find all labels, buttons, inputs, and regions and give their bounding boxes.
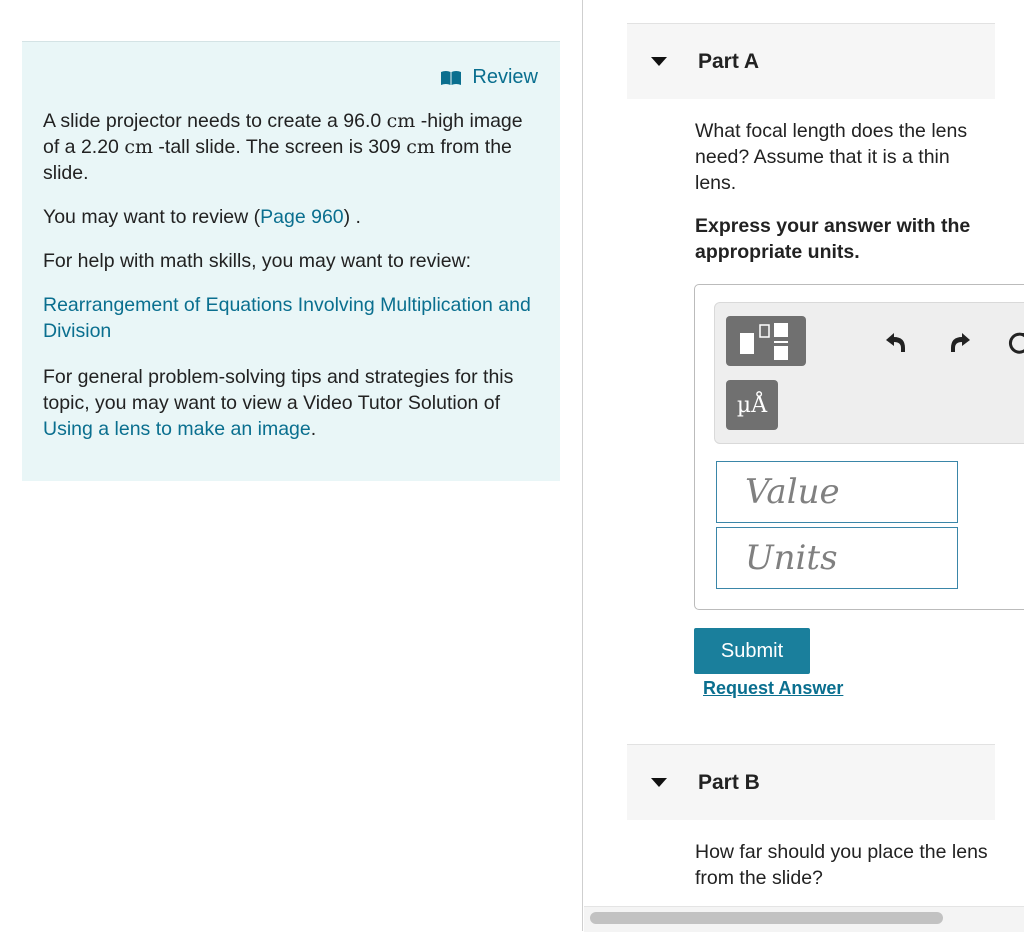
math-help-text: For help with math skills, you may want to review: — [43, 250, 472, 272]
value-input[interactable]: Value — [716, 461, 958, 523]
math-skills-paragraph — [43, 292, 533, 344]
review-panel — [22, 41, 560, 481]
part-a-header[interactable] — [627, 23, 995, 99]
math-toolbar — [714, 302, 1024, 444]
redo-icon[interactable] — [947, 331, 973, 355]
collapse-triangle-icon — [651, 778, 667, 787]
template-icon — [726, 316, 806, 366]
part-b-title: Part B — [698, 771, 760, 794]
problem-statement: A slide projector needs to create a 96.0 cm -high image of a 2.20 cm -tall slide. The screen is 309 cm from the slide. — [43, 110, 523, 184]
tips-text: For general problem-solving tips and strategies for this topic, you may want to view a Video Tutor Solution of Using a lens to make an image. — [43, 366, 514, 440]
part-a-instruction: Express your answer with the appropriate units. — [695, 215, 971, 263]
collapse-triangle-icon — [651, 57, 667, 66]
part-b-question: How far should you place the lens from the slide? — [695, 841, 988, 889]
panel-divider — [582, 0, 583, 931]
math-skills-link[interactable]: Rearrangement of Equations Involving Multiplication and Division — [43, 294, 531, 342]
part-a-title: Part A — [698, 50, 760, 73]
review-link[interactable] — [440, 66, 538, 89]
units-button[interactable]: µÅ — [726, 380, 778, 430]
undo-icon[interactable] — [883, 331, 909, 355]
book-icon — [440, 70, 462, 86]
review-label: Review — [472, 66, 538, 88]
part-b-header[interactable] — [627, 744, 995, 820]
answer-box — [694, 284, 1024, 610]
part-a-question: What focal length does the lens need? Assume that it is a thin lens. — [695, 120, 968, 194]
page-960-link[interactable]: Page 960 — [260, 206, 344, 228]
video-tutor-link[interactable]: Using a lens to make an image — [43, 418, 311, 440]
submit-button[interactable]: Submit — [694, 628, 810, 674]
units-input[interactable]: Units — [716, 527, 958, 589]
horizontal-scrollbar-thumb[interactable] — [590, 912, 943, 924]
templates-button[interactable] — [726, 316, 806, 366]
reset-icon[interactable] — [1007, 331, 1024, 355]
review-page-text: You may want to review (Page 960) . — [43, 206, 361, 228]
review-content — [43, 108, 533, 460]
request-answer-link[interactable]: Request Answer — [703, 678, 844, 698]
